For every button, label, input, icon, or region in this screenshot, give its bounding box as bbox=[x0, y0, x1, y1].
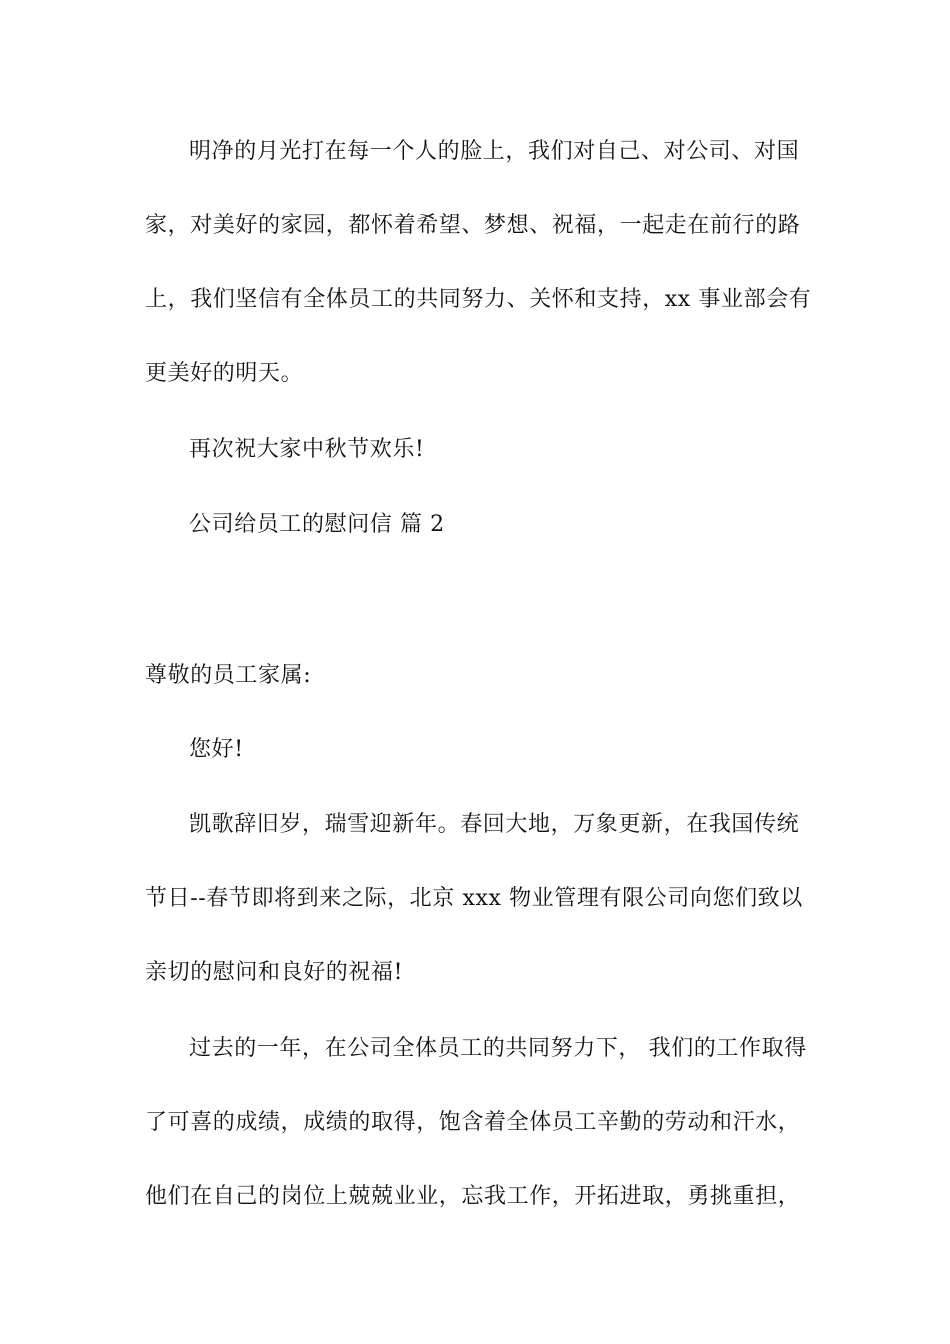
closing-wish: 再次祝大家中秋节欢乐! bbox=[189, 437, 425, 462]
paragraph-2-line-1: 凯歌辞旧岁，瑞雪迎新年。春回大地，万象更新，在我国传统 bbox=[189, 812, 800, 837]
paragraph-1-line-3: 上，我们坚信有全体员工的共同努力、关怀和支持，xx 事业部会有 bbox=[145, 287, 812, 312]
greeting: 您好! bbox=[189, 737, 244, 762]
salutation: 尊敬的员工家属: bbox=[145, 663, 312, 688]
paragraph-1-line-4: 更美好的明天。 bbox=[145, 361, 304, 386]
paragraph-2-line-2: 节日--春节即将到来之际，北京 xxx 物业管理有限公司向您们致以 bbox=[145, 886, 803, 911]
paragraph-1-line-2: 家，对美好的家园，都怀着希望、梦想、祝福，一起走在前行的路 bbox=[145, 213, 801, 238]
paragraph-2-line-3: 亲切的慰问和良好的祝福! bbox=[145, 960, 404, 985]
paragraph-3-line-2: 了可喜的成绩，成绩的取得，饱含着全体员工辛勤的劳动和汗水， bbox=[145, 1110, 801, 1135]
paragraph-1-line-1: 明净的月光打在每一个人的脸上，我们对自己、对公司、对国 bbox=[189, 139, 800, 164]
paragraph-3-line-3: 他们在自己的岗位上兢兢业业，忘我工作，开拓进取，勇挑重担， bbox=[145, 1184, 801, 1209]
paragraph-3-line-1: 过去的一年，在公司全体员工的共同努力下， 我们的工作取得 bbox=[189, 1036, 807, 1061]
section-title: 公司给员工的慰问信 篇 2 bbox=[189, 512, 445, 537]
